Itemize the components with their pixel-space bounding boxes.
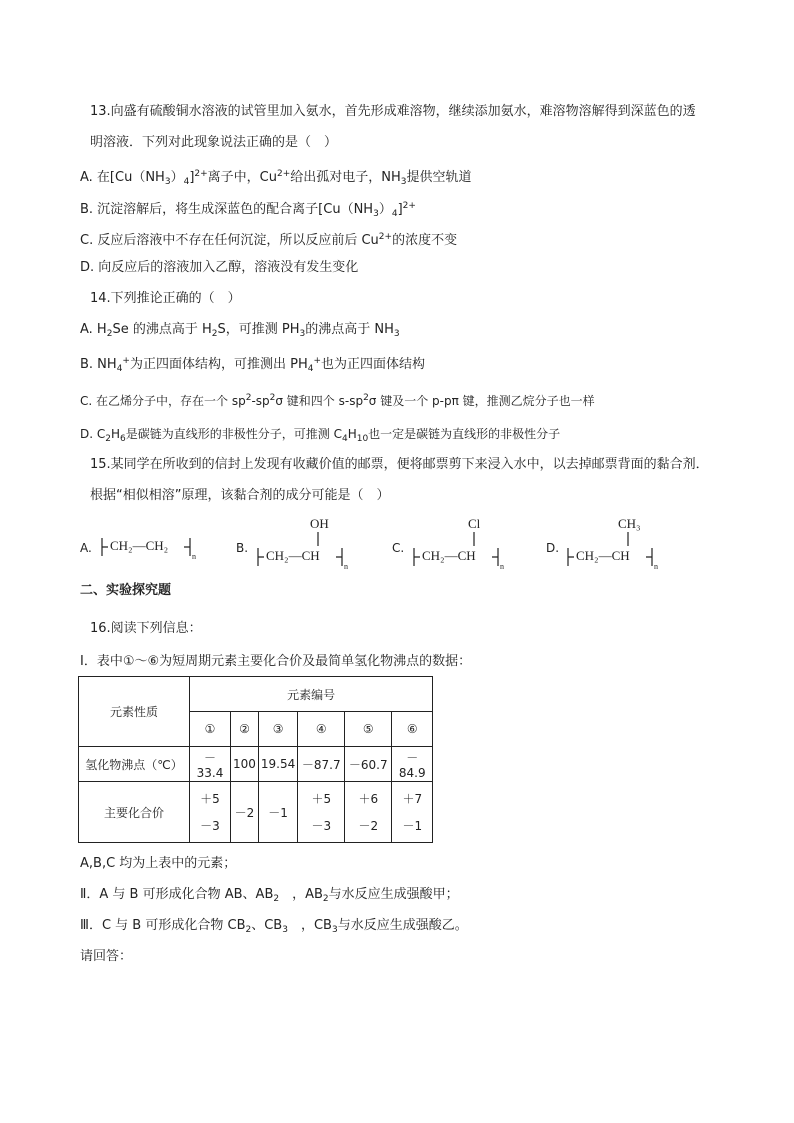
element-id: ④ (298, 712, 345, 747)
polymer-a-right-bracket (184, 538, 190, 556)
q13-stem-line2: 明溶液．下列对此现象说法正确的是（ ） (90, 135, 338, 150)
boiling-point-value: －60.7 (345, 747, 392, 782)
element-id: ⑤ (345, 712, 392, 747)
option-d-label: D. (546, 541, 560, 555)
element-id: ⑥ (392, 712, 433, 747)
boiling-point-value: －87.7 (298, 747, 345, 782)
element-id: ① (190, 712, 231, 747)
element-id: ② (231, 712, 259, 747)
option-a-label: A. (80, 541, 92, 555)
polymer-a-structure (92, 512, 212, 580)
valence-value: ＋5 －3 (298, 782, 345, 843)
polymer-b-structure (248, 512, 368, 580)
polymer-b-right-bracket (336, 548, 342, 566)
q14-option-a: A. $H_2Se$ 的沸点高于 $H_2S$，可推测 $PH_3$的沸点高于 $NH_3$ (80, 322, 400, 339)
polymer-b-chain: CH₂—CH (266, 548, 320, 563)
boiling-point-value: －84.9 (392, 747, 433, 782)
element-id: ③ (258, 712, 297, 747)
q14-option-c: C. 在乙烯分子中，存在一个 $sp^2-sp^2\sigma$ 键和四个 $s-sp^2\sigma$ 键及一个 p-pπ 键，推测乙烷分子也一样 (80, 393, 595, 408)
q15-option-a (80, 512, 200, 580)
valence-value: －2 (231, 782, 259, 843)
q15-option-b (236, 512, 356, 580)
q15-stem-line1: 15.某同学在所收到的信封上发现有收藏价值的邮票，便将邮票剪下来浸入水中，以去掉邮票背面的黏合剂． (90, 457, 709, 472)
answer-prompt: 请回答： (80, 949, 133, 964)
q16-part2: Ⅱ．A 与 B 可形成化合物 AB、$AB_2$ ，$AB_2$与水反应生成强酸甲； (80, 887, 459, 904)
valence-value: ＋7 －1 (392, 782, 433, 843)
boiling-point-value: 19.54 (258, 747, 297, 782)
polymer-c-left-bracket (414, 548, 420, 566)
polymer-c-n: n (500, 562, 504, 571)
q15-option-d (546, 512, 666, 580)
polymer-d-right-bracket (646, 548, 652, 566)
q13-option-b: B. 沉淀溶解后，将生成深蓝色的配合离子$[Cu(NH_3)_4]^{2+}$ (80, 201, 416, 219)
polymer-c-substituent: Cl (468, 516, 481, 531)
q13-option-d: D. 向反应后的溶液加入乙醇，溶液没有发生变化 (80, 260, 359, 275)
polymer-d-n: n (654, 562, 658, 571)
q13-stem-line1: 13.向盛有硫酸铜水溶液的试管里加入氨水，首先形成难溶物，继续添加氨水，难溶物溶解得到深蓝色的透 (90, 104, 696, 119)
q13-option-a: A. 在$[Cu(NH_3)_4]^{2+}$离子中，$Cu^{2+}$给出孤对电子，$NH_3$提供空轨道 (80, 169, 472, 187)
boiling-point-value: －33.4 (190, 747, 231, 782)
polymer-b-n: n (344, 562, 348, 571)
polymer-a-chain: CH₂—CH₂ (110, 538, 169, 553)
q16-part3: Ⅲ．C 与 B 可形成化合物 $CB_2$、$CB_3$ ，$CB_3$与水反应生成强酸乙。 (80, 918, 468, 935)
boiling-point-value: 100 (231, 747, 259, 782)
element-data-table (78, 676, 433, 843)
valence-value: ＋6 －2 (345, 782, 392, 843)
boiling-point-label: 氢化物沸点（℃） (79, 747, 190, 782)
polymer-b-substituent: OH (310, 516, 329, 531)
polymer-d-chain: CH₂—CH (576, 548, 630, 563)
option-c-label: C. (392, 541, 405, 555)
polymer-d-substituent: CH₃ (618, 516, 641, 531)
q16-part1: Ⅰ．表中①～⑥为短周期元素主要化合价及最简单氢化物沸点的数据： (80, 654, 472, 669)
polymer-c-right-bracket (492, 548, 498, 566)
q14-stem: 14.下列推论正确的（ ） (90, 291, 241, 306)
polymer-c-chain: CH₂—CH (422, 548, 476, 563)
q15-stem-line2: 根据“相似相溶”原理，该黏合剂的成分可能是（ ） (90, 488, 390, 503)
valence-label: 主要化合价 (79, 782, 190, 843)
q14-option-d: D. $C_2H_6$是碳链为直线形的非极性分子，可推测 $C_4H_{10}$也一定是碳链为直线形的非极性分子 (80, 427, 561, 444)
valence-value: ＋5 －3 (190, 782, 231, 843)
q13-option-c: C. 反应后溶液中不存在任何沉淀，所以反应前后 $Cu^{2+}$的浓度不变 (80, 232, 458, 248)
row-header: 元素性质 (79, 677, 190, 747)
abc-note: A,B,C 均为上表中的元素； (80, 856, 237, 871)
q16-stem: 16.阅读下列信息： (90, 621, 202, 636)
polymer-d-left-bracket (568, 548, 574, 566)
column-header: 元素编号 (190, 677, 433, 712)
polymer-a-left-bracket (102, 538, 108, 556)
polymer-d-structure (558, 512, 678, 580)
polymer-c-structure (404, 512, 524, 580)
q14-option-b: B. $NH_4^+$为正四面体结构，可推测出 $PH_4^+$也为正四面体结构 (80, 356, 426, 374)
q15-option-c (392, 512, 512, 580)
valence-value: －1 (258, 782, 297, 843)
section-heading: 二、实验探究题 (80, 583, 172, 598)
option-b-label: B. (236, 541, 249, 555)
polymer-b-left-bracket (258, 548, 264, 566)
polymer-a-n: n (192, 552, 196, 561)
